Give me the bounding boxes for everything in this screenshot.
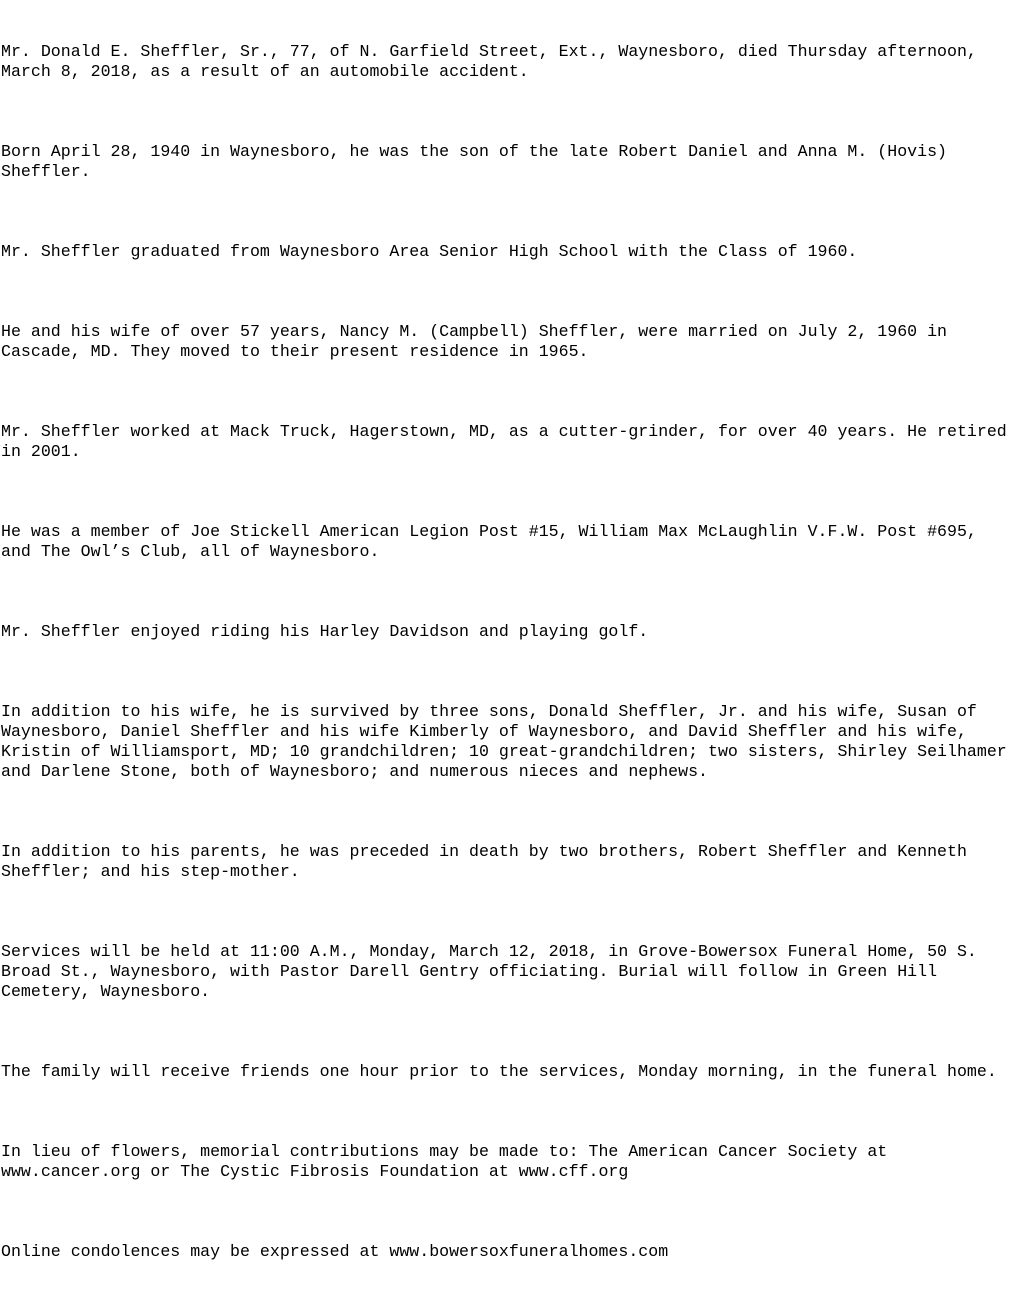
paragraph-visitation: The family will receive friends one hour prior to the services, Monday morning, in the funeral home.	[1, 1062, 997, 1081]
paragraph-death-notice: Mr. Donald E. Sheffler, Sr., 77, of N. Garfield Street, Ext., Waynesboro, died Thursday afternoon, March 8, 2018, as a result of an automobile accident.	[1, 42, 977, 81]
paragraph-survivors: In addition to his wife, he is survived by three sons, Donald Sheffler, Jr. and his wife, Susan of Waynesboro, Daniel Sheffler and his wife Kimberly of Waynesboro, and David Sheffler and his wife, Kristin of Williamsport, MD; 10 grandchildren; 10 great-grandchildren; two sisters, Shirley Seilhamer and Darlene Stone, both of Waynesboro; and numerous nieces and nephews.	[1, 702, 1007, 781]
paragraph-condolences: Online condolences may be expressed at www.bowersoxfuneralhomes.com	[1, 1242, 669, 1261]
paragraph-hobbies: Mr. Sheffler enjoyed riding his Harley Davidson and playing golf.	[1, 622, 649, 641]
paragraph-services: Services will be held at 11:00 A.M., Monday, March 12, 2018, in Grove-Bowersox Funeral Home, 50 S. Broad St., Waynesboro, with Pastor Darell Gentry officiating. Burial will follow in Green Hill Cemetery, Waynesboro.	[1, 942, 977, 1001]
obituary-document	[1, 2, 1029, 1302]
paragraph-preceded-in-death: In addition to his parents, he was preceded in death by two brothers, Robert Sheffler and Kenneth Sheffler; and his step-mother.	[1, 842, 967, 881]
paragraph-memorial-contributions: In lieu of flowers, memorial contributions may be made to: The American Cancer Society at www.cancer.org or The Cystic Fibrosis Foundation at www.cff.org	[1, 1142, 888, 1181]
paragraph-education: Mr. Sheffler graduated from Waynesboro Area Senior High School with the Class of 1960.	[1, 242, 858, 261]
paragraph-memberships: He was a member of Joe Stickell American Legion Post #15, William Max McLaughlin V.F.W. Post #695, and The Owl’s Club, all of Waynesboro.	[1, 522, 977, 561]
paragraph-marriage: He and his wife of over 57 years, Nancy M. (Campbell) Sheffler, were married on July 2, 1960 in Cascade, MD. They moved to their present residence in 1965.	[1, 322, 947, 361]
paragraph-career: Mr. Sheffler worked at Mack Truck, Hagerstown, MD, as a cutter-grinder, for over 40 years. He retired in 2001.	[1, 422, 1007, 461]
paragraph-birth: Born April 28, 1940 in Waynesboro, he was the son of the late Robert Daniel and Anna M. (Hovis) Sheffler.	[1, 142, 947, 181]
